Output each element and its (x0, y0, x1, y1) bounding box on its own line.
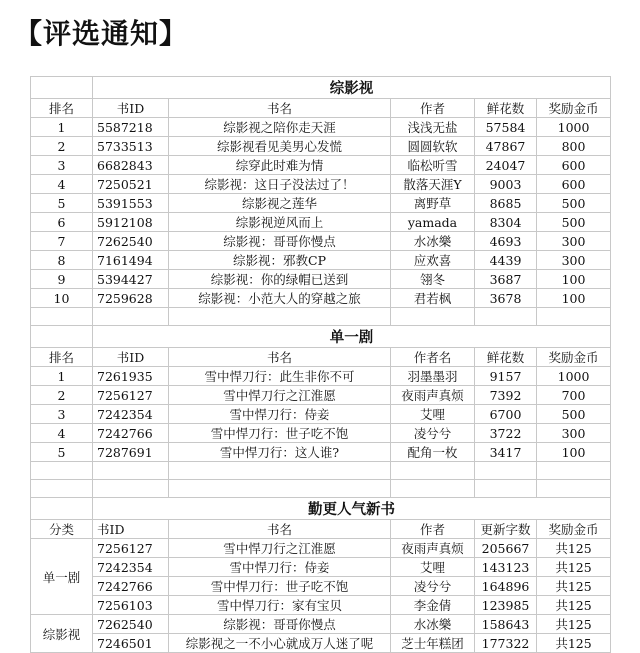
book-title-cell: 综影视：哥哥你慢点 (169, 232, 391, 251)
reward-cell: 共125 (537, 615, 611, 634)
col-header: 鲜花数 (475, 348, 537, 367)
book-title-cell: 综影视：邪教CP (169, 251, 391, 270)
col-header: 奖励金币 (537, 348, 611, 367)
flowers-cell: 7392 (475, 386, 537, 405)
book-id-cell: 6682843 (93, 156, 169, 175)
book-title-cell: 综影视：你的绿帽已送到 (169, 270, 391, 289)
author-cell: 凌兮兮 (391, 424, 475, 443)
reward-cell: 共125 (537, 539, 611, 558)
col-header: 书名 (169, 348, 391, 367)
col-header: 排名 (31, 348, 93, 367)
book-id-cell: 7242766 (93, 577, 169, 596)
col-header: 奖励金币 (537, 520, 611, 539)
book-id-cell: 5587218 (93, 118, 169, 137)
author-cell: 散落天涯Y (391, 175, 475, 194)
flowers-cell: 3687 (475, 270, 537, 289)
section-spacer (31, 77, 93, 99)
book-id-cell: 5912108 (93, 213, 169, 232)
col-header: 分类 (31, 520, 93, 539)
table-row (31, 251, 611, 270)
page-title: 【评选通知】 (14, 17, 189, 50)
rank-cell: 3 (31, 405, 93, 424)
flowers-cell: 4693 (475, 232, 537, 251)
book-id-cell: 7256103 (93, 596, 169, 615)
rank-cell: 5 (31, 194, 93, 213)
word-count-cell: 164896 (475, 577, 537, 596)
rank-cell: 5 (31, 443, 93, 462)
table-row (31, 405, 611, 424)
reward-cell: 600 (537, 156, 611, 175)
book-title-cell: 综影视之莲华 (169, 194, 391, 213)
table-row (31, 539, 611, 558)
book-id-cell: 7242766 (93, 424, 169, 443)
rank-cell: 9 (31, 270, 93, 289)
flowers-cell: 57584 (475, 118, 537, 137)
rank-cell: 2 (31, 137, 93, 156)
book-title-cell: 综影视：哥哥你慢点 (169, 615, 391, 634)
col-header: 排名 (31, 99, 93, 118)
section-spacer (31, 326, 93, 348)
book-id-cell: 7250521 (93, 175, 169, 194)
book-title-cell: 雪中悍刀行：侍妾 (169, 558, 391, 577)
col-header: 更新字数 (475, 520, 537, 539)
table-row (31, 424, 611, 443)
table-row (31, 289, 611, 308)
reward-cell: 500 (537, 405, 611, 424)
book-title-cell: 雪中悍刀行：世子吃不饱 (169, 577, 391, 596)
book-title-cell: 雪中悍刀行之江淮愿 (169, 539, 391, 558)
section-spacer (31, 498, 93, 520)
reward-cell: 共125 (537, 634, 611, 653)
book-id-cell: 5733513 (93, 137, 169, 156)
author-cell: 应欢喜 (391, 251, 475, 270)
book-title-cell: 雪中悍刀行：家有宝贝 (169, 596, 391, 615)
col-header: 书ID (93, 99, 169, 118)
reward-cell: 800 (537, 137, 611, 156)
flowers-cell: 8304 (475, 213, 537, 232)
author-cell: 浅浅无盐 (391, 118, 475, 137)
rank-cell: 10 (31, 289, 93, 308)
author-cell: 离野草 (391, 194, 475, 213)
book-id-cell: 7259628 (93, 289, 169, 308)
table-row (31, 194, 611, 213)
author-cell: 君若枫 (391, 289, 475, 308)
rank-cell: 8 (31, 251, 93, 270)
col-header: 书名 (169, 520, 391, 539)
reward-cell: 300 (537, 424, 611, 443)
spacer-row (31, 462, 611, 480)
book-title-cell: 综影视逆风而上 (169, 213, 391, 232)
reward-cell: 300 (537, 251, 611, 270)
col-header: 作者 (391, 99, 475, 118)
col-header: 书名 (169, 99, 391, 118)
book-id-cell: 7256127 (93, 386, 169, 405)
spacer-row (31, 308, 611, 326)
author-cell: 凌兮兮 (391, 577, 475, 596)
book-id-cell: 7262540 (93, 615, 169, 634)
table-row (31, 156, 611, 175)
flowers-cell: 3678 (475, 289, 537, 308)
col-header: 作者名 (391, 348, 475, 367)
table-row (31, 386, 611, 405)
word-count-cell: 158643 (475, 615, 537, 634)
word-count-cell: 123985 (475, 596, 537, 615)
reward-cell: 共125 (537, 577, 611, 596)
table-row (31, 558, 611, 577)
header-row (31, 99, 611, 118)
col-header: 鲜花数 (475, 99, 537, 118)
book-id-cell: 7161494 (93, 251, 169, 270)
reward-cell: 100 (537, 270, 611, 289)
section-title-danyiju: 单一剧 (93, 326, 611, 348)
word-count-cell: 177322 (475, 634, 537, 653)
book-id-cell: 7242354 (93, 558, 169, 577)
reward-cell: 1000 (537, 118, 611, 137)
author-cell: 圆圆软软 (391, 137, 475, 156)
rank-cell: 3 (31, 156, 93, 175)
author-cell: 芝士年糕团 (391, 634, 475, 653)
table-row (31, 615, 611, 634)
author-cell: 艾哩 (391, 558, 475, 577)
flowers-cell: 9157 (475, 367, 537, 386)
rank-cell: 4 (31, 424, 93, 443)
book-id-cell: 5394427 (93, 270, 169, 289)
author-cell: 临松听雪 (391, 156, 475, 175)
author-cell: 艾哩 (391, 405, 475, 424)
table-row (31, 443, 611, 462)
table-row (31, 577, 611, 596)
book-title-cell: 雪中悍刀行：这人谁? (169, 443, 391, 462)
category-cell: 单一剧 (31, 539, 93, 615)
category-cell: 综影视 (31, 615, 93, 653)
author-cell: 翎冬 (391, 270, 475, 289)
book-id-cell: 7287691 (93, 443, 169, 462)
section-title-zongyingshi: 综影视 (93, 77, 611, 99)
ranking-table (30, 76, 611, 653)
book-title-cell: 综影视：这日子没法过了！ (169, 175, 391, 194)
flowers-cell: 9003 (475, 175, 537, 194)
col-header: 书ID (93, 520, 169, 539)
col-header: 奖励金币 (537, 99, 611, 118)
flowers-cell: 3417 (475, 443, 537, 462)
book-id-cell: 7246501 (93, 634, 169, 653)
reward-cell: 100 (537, 289, 611, 308)
reward-cell: 共125 (537, 558, 611, 577)
flowers-cell: 3722 (475, 424, 537, 443)
table-row (31, 137, 611, 156)
rank-cell: 6 (31, 213, 93, 232)
table-row (31, 118, 611, 137)
table-row (31, 232, 611, 251)
rank-cell: 1 (31, 118, 93, 137)
header-row (31, 520, 611, 539)
reward-cell: 1000 (537, 367, 611, 386)
author-cell: 夜雨声真烦 (391, 386, 475, 405)
word-count-cell: 205667 (475, 539, 537, 558)
book-title-cell: 雪中悍刀行：此生非你不可 (169, 367, 391, 386)
author-cell: 水冰樂 (391, 615, 475, 634)
book-id-cell: 7261935 (93, 367, 169, 386)
table-row (31, 213, 611, 232)
book-title-cell: 综影视之一不小心就成万人迷了呢 (169, 634, 391, 653)
reward-cell: 300 (537, 232, 611, 251)
table-row (31, 175, 611, 194)
col-header: 书ID (93, 348, 169, 367)
book-title-cell: 综影视看见美男心发慌 (169, 137, 391, 156)
flowers-cell: 47867 (475, 137, 537, 156)
author-cell: 配角一枚 (391, 443, 475, 462)
spacer-row (31, 480, 611, 498)
table-row (31, 270, 611, 289)
book-id-cell: 7262540 (93, 232, 169, 251)
book-title-cell: 雪中悍刀行：世子吃不饱 (169, 424, 391, 443)
book-title-cell: 雪中悍刀行之江淮愿 (169, 386, 391, 405)
reward-cell: 600 (537, 175, 611, 194)
table-row (31, 634, 611, 653)
reward-cell: 500 (537, 213, 611, 232)
book-title-cell: 雪中悍刀行：侍妾 (169, 405, 391, 424)
col-header: 作者 (391, 520, 475, 539)
author-cell: 李金倩 (391, 596, 475, 615)
reward-cell: 500 (537, 194, 611, 213)
author-cell: yamada (391, 213, 475, 232)
flowers-cell: 6700 (475, 405, 537, 424)
section-title-new-books: 勤更人气新书 (93, 498, 611, 520)
reward-cell: 共125 (537, 596, 611, 615)
book-id-cell: 5391553 (93, 194, 169, 213)
book-title-cell: 综影视：小范大人的穿越之旅 (169, 289, 391, 308)
book-title-cell: 综穿此时难为情 (169, 156, 391, 175)
rank-cell: 2 (31, 386, 93, 405)
rank-cell: 7 (31, 232, 93, 251)
header-row (31, 348, 611, 367)
author-cell: 羽墨墨羽 (391, 367, 475, 386)
reward-cell: 700 (537, 386, 611, 405)
author-cell: 水冰樂 (391, 232, 475, 251)
table-row (31, 596, 611, 615)
flowers-cell: 24047 (475, 156, 537, 175)
book-title-cell: 综影视之陪你走天涯 (169, 118, 391, 137)
flowers-cell: 8685 (475, 194, 537, 213)
reward-cell: 100 (537, 443, 611, 462)
book-id-cell: 7242354 (93, 405, 169, 424)
book-id-cell: 7256127 (93, 539, 169, 558)
flowers-cell: 4439 (475, 251, 537, 270)
rank-cell: 1 (31, 367, 93, 386)
table-row (31, 367, 611, 386)
word-count-cell: 143123 (475, 558, 537, 577)
author-cell: 夜雨声真烦 (391, 539, 475, 558)
rank-cell: 4 (31, 175, 93, 194)
